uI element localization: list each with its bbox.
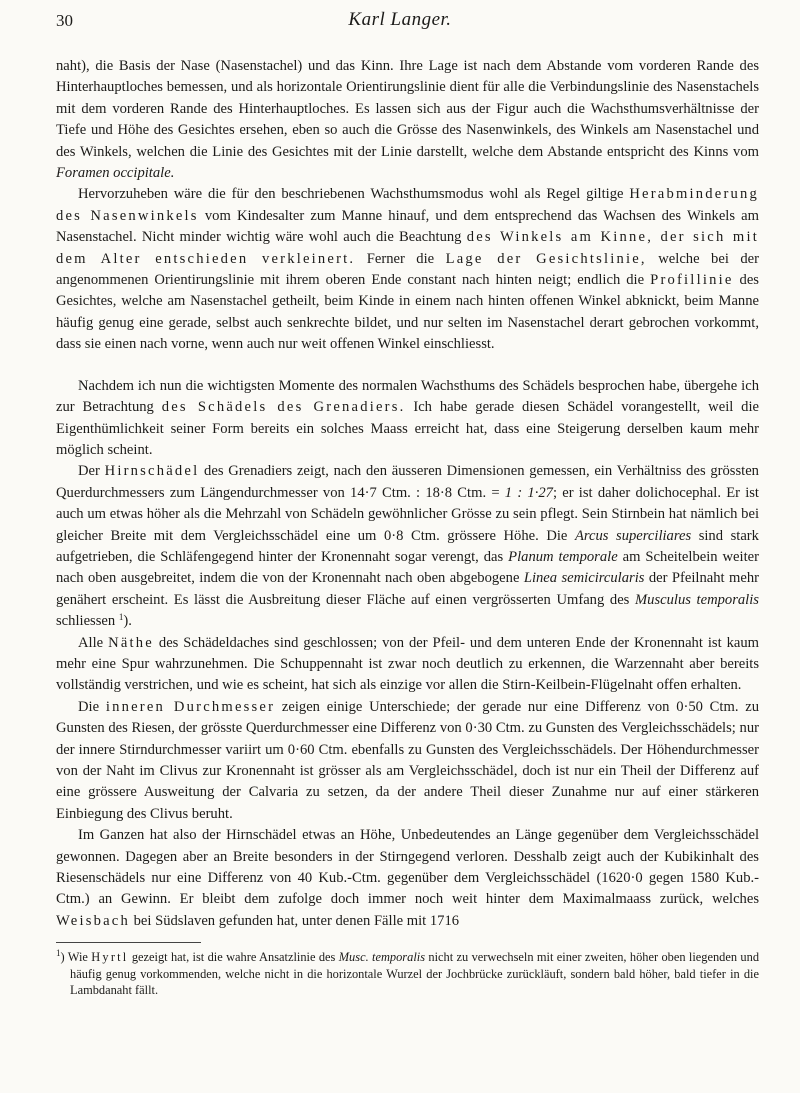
paragraph-5: Alle Näthe des Schädeldaches sind geschlossen; von der Pfeil- und dem unteren Ende der Kronennaht ist kaum mehr eine Spur wahrzunehmen. Die Schuppennaht ist zwar noch deutlich zu erkennen, die Warzennaht aber bereits vollständig verstrichen, und wie es scheint, hat sich als einzige vor allen die Stirn-Keilbein-Flügelnaht offen erhalten. (56, 634, 759, 694)
spaced-emphasis: inneren Durchmesser (105, 698, 276, 715)
footnote-ref[interactable]: 1 (118, 612, 124, 623)
paragraph-7: Im Ganzen hat also der Hirnschädel etwas an Höhe, Unbedeutendes an Länge gegenüber dem Vergleichsschädel gewonnen. Dagegen aber an Breite besonders in der Stirngegend verloren. Desshalb zeigt auch der Kubikinhalt des Riesenschädels nur eine Differenz von 40 Kub.-Ctm. gegenüber dem Vergleichsschädel (1620·0 gegen 1580 Kub.-Ctm.) an Gewinn. Er bleibt dem zufolge doch immer noch weit hinter dem Maximalmaass zurück, welches Weisbach bei Südslaven gefunden hat, unter denen Fälle mit 1716 (56, 827, 759, 929)
body-text (56, 56, 759, 932)
footnote: $^1$) Wie Hyrtl gezeigt hat, ist die wahre Ansatzlinie des Musc. temporalis nicht zu verwechseln mit einer zweiten, höher oben liegenden und häufig genug vorkommenden, welche nicht in die horizontale Wurzel der Jochbrücke zurückläuft, sondern bald höher, bald tiefer in die Lambdanaht fällt. (56, 948, 760, 998)
spaced-emphasis: Näthe (108, 634, 154, 651)
italic-term: Musculus temporalis (634, 591, 759, 608)
paragraph-6: Die inneren Durchmesser zeigen einige Unterschiede; der gerade nur eine Differenz von 0·50 Ctm. zu Gunsten des Riesen, der grösste Querdurchmesser eine Differenz von 0·30 Ctm. zu Gunsten des Vergleichsschädels; nur der innere Stirndurchmesser variirt um 0·60 Ctm. ebenfalls zu Gunsten des Vergleichsschädels. Der Höhendurchmesser von der Naht im Clivus zur Kronennaht ist grösser als am Vergleichsschädel, doch ist nur ein Theil der Differenz auf eine grössere Ausweitung der Calvaria zu setzen, da der andere Theil dieser Zunahme nur auf einer stärkeren Einbiegung des Clivus beruht. (56, 698, 759, 822)
spaced-emphasis: Profillinie (650, 272, 734, 289)
running-title: Karl Langer. (348, 9, 452, 30)
footnote-divider (56, 942, 201, 943)
page-number: 30 (56, 11, 73, 30)
spaced-emphasis: des Winkels am Kinne, der sich mit dem Alter entschieden verkleinert. (56, 229, 759, 267)
spaced-emphasis: Lage der Gesichtslinie, (445, 250, 647, 267)
ratio-value: 1 : 1·27 (504, 484, 553, 501)
italic-term: Linea semicircularis (523, 570, 645, 587)
spaced-emphasis: Hyrtl (91, 950, 129, 965)
spaced-emphasis: des Schädels des Grenadiers. (161, 399, 406, 416)
paragraph-1: naht), die Basis der Nase (Nasenstachel) und das Kinn. Ihre Lage ist nach dem Abstande vom vorderen Rande des Hinterhauptloches bemessen, und als horizontale Orientirungslinie dient für alle die Verbindungslinie des Nasenstachels mit dem vorderen Rande des Hinterhauptloches. Es lassen sich aus der Figur auch die Wachsthumsverhältnisse der Tiefe und Höhe des Gesichtes ersehen, eben so auch die Grösse des Nasenwinkels, des Winkels am Nasenstachel und des Winkels, welchen die Linie des Gesichtes mit der Linie darstellt, welche dem Abstande entspricht des Kinns vom Foramen occipitale. (56, 58, 759, 182)
italic-term: Musc. temporalis (338, 950, 426, 965)
paragraph-3: Nachdem ich nun die wichtigsten Momente des normalen Wachsthums des Schädels besprochen habe, übergehe ich zur Betrachtung des Schädels des Grenadiers. Ich habe gerade diesen Schädel vorangestellt, weil die Eigenthümlichkeit seiner Form bereits ein solches Maass erreicht hat, dass eine Steigerung derselben kaum mehr möglich scheint. (56, 377, 760, 458)
spaced-emphasis: Hirnschädel (104, 463, 200, 480)
footnote-marker: 1 (56, 948, 61, 959)
italic-term: Arcus superciliares (574, 527, 692, 544)
paragraph-2: Hervorzuheben wäre die für den beschriebenen Wachsthumsmodus wohl als Regel giltige Herabminderung des Nasenwinkels vom Kindesalter zum Manne hinauf, und dem entsprechend das Wachsen des Winkels am Nasenstachel. Nicht minder wichtig wäre wohl auch die Beachtung des Winkels am Kinne, der sich mit dem Alter entschieden verkleinert. Ferner die Lage der Gesichtslinie, welche bei der angenommenen Orientirungslinie mit ihrem oberen Ende constant nach hinten neigt; endlich die Profillinie des Gesichtes, welche am Nasenstachel getheilt, beim Kinde in einem nach hinten offenen Winkel abknickt, beim Manne häufig genug eine gerade, selbst auch senkrechte bildet, und nur selten im Nasenstachel derart gebrochen vorkommt, dass sie einen nach vorne, wenn auch nur weit offenen Winkel einschliesst. (56, 186, 760, 353)
italic-term: Foramen occipitale. (56, 165, 175, 182)
spaced-emphasis: Herabminderung des Nasenwinkels (56, 186, 759, 224)
paragraph-4: Der Hirnschädel des Grenadiers zeigt, nach den äusseren Dimensionen gemessen, ein Verhältniss des grössten Querdurchmessers zum Längendurchmesser von 14·7 Ctm. : 18·8 Ctm. = 1 : 1·27; er ist daher dolichocephal. Er ist auch um etwas höher als die Mehrzahl von Schädeln gewöhnlicher Grösse zu sein pflegt. Sein Stirnbein hat nämlich bei gleicher Breite mit dem Vergleichsschädel eine um 0·8 Ctm. grössere Höhe. Die Arcus superciliares sind stark aufgetrieben, die Schläfengegend hinter der Kronennaht sogar verengt, das Planum temporale am Scheitelbein weiter nach oben ausgebreitet, indem die von der Kronennaht nach oben abgebogene Linea semicircularis der Pfeilnaht mehr genähert erscheint. Es lässt die Ausbreitung dieser Fläche auf einen vergrösserten Umfang des Musculus temporalis schliessen $^1$). (56, 463, 759, 630)
spaced-emphasis: Weisbach (56, 912, 130, 929)
italic-term: Planum temporale (508, 548, 618, 565)
